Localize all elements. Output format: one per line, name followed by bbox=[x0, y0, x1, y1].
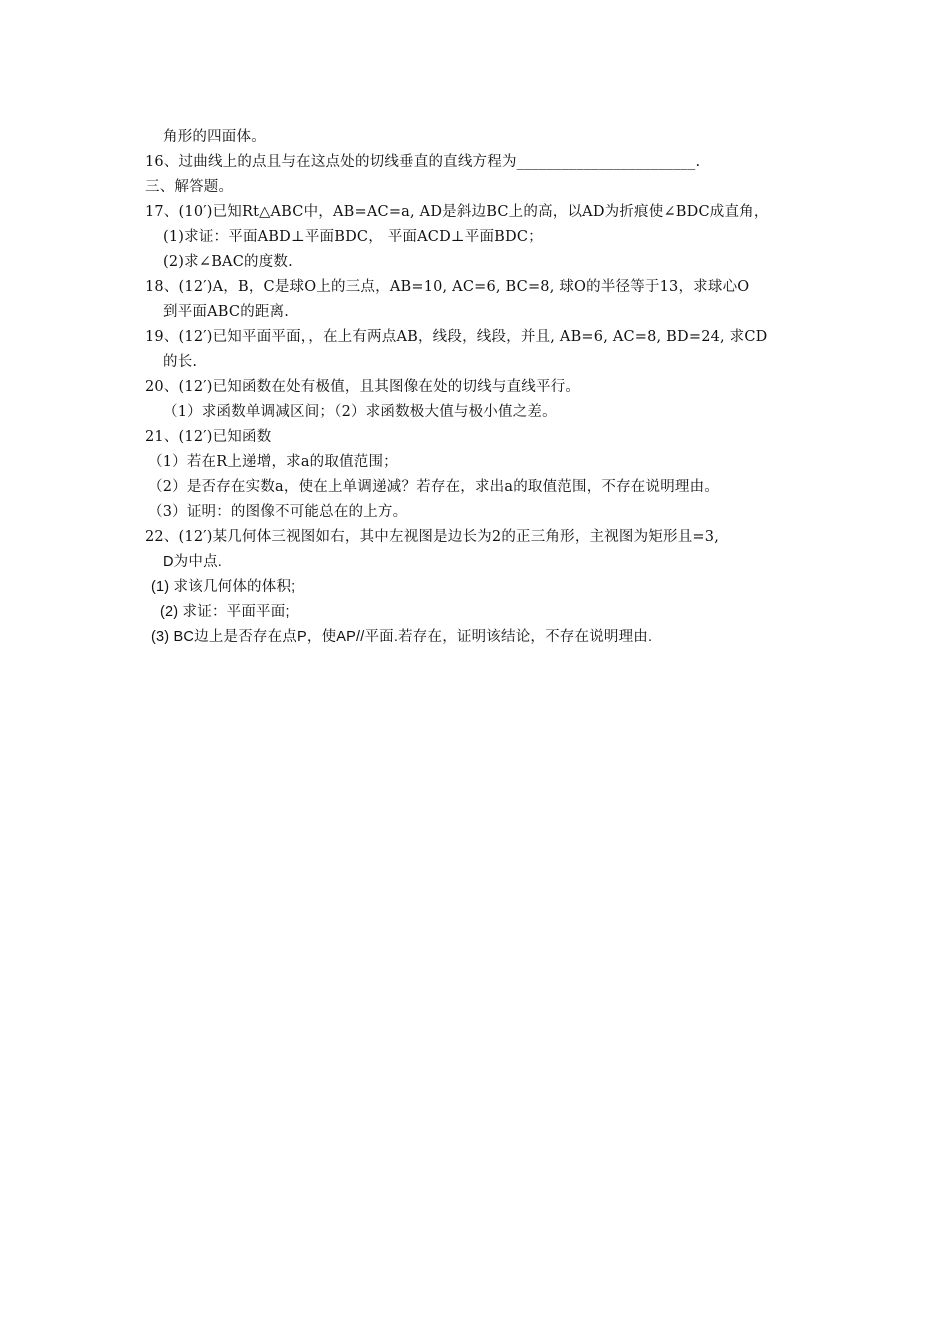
text-line-q17-part1: (1)求证：平面ABD⊥平面BDC， 平面ACD⊥平面BDC； bbox=[163, 229, 543, 245]
text-line-q19: 19、(12′)已知平面平面，，在上有两点AB，线段，线段，并且, AB=6, AC=8, BD=24, 求CD bbox=[145, 329, 768, 345]
text-line-q18-cont: 到平面ABC的距离. bbox=[163, 304, 290, 320]
text-line-q21-part3: （3）证明：的图像不可能总在的上方。 bbox=[148, 504, 408, 520]
text-line-q22-part1: (1) 求该几何体的体积; bbox=[151, 579, 296, 595]
text-line-q22-part2: (2) 求证：平面平面; bbox=[160, 604, 290, 620]
text-line-q18: 18、(12′)A，B，C是球O上的三点，AB=10, AC=6, BC=8, 球O的半径等于13，求球心O bbox=[145, 279, 750, 295]
text-line-q17: 17、(10′)已知Rt△ABC中，AB=AC=a, AD是斜边BC上的高，以AD为折痕使∠BDC成直角， bbox=[145, 204, 769, 220]
text-line-q20-parts: （1）求函数单调减区间；（2）求函数极大值与极小值之差。 bbox=[163, 404, 557, 420]
text-line-q17-part2: (2)求∠BAC的度数. bbox=[163, 254, 293, 270]
text-line-q22-cont: D为中点. bbox=[163, 554, 222, 570]
text-line-q22: 22、(12′)某几何体三视图如右，其中左视图是边长为2的正三角形，主视图为矩形且=3, bbox=[145, 529, 720, 545]
text-line-q15-end: 角形的四面体。 bbox=[163, 129, 266, 145]
section-heading: 三、解答题。 bbox=[145, 179, 234, 195]
text-line-q21: 21、(12′)已知函数 bbox=[145, 429, 272, 445]
text-line-q21-part2: （2）是否存在实数a，使在上单调递减？若存在，求出a的取值范围，不存在说明理由。 bbox=[148, 479, 720, 495]
text-line-q16: 16、过曲线上的点且与在这点处的切线垂直的直线方程为________________________. bbox=[145, 154, 701, 170]
text-line-q19-cont: 的长. bbox=[163, 354, 198, 370]
text-line-q21-part1: （1）若在R上递增，求a的取值范围； bbox=[148, 454, 398, 470]
text-line-q22-part3: (3) BC边上是否存在点P，使AP//平面.若存在，证明该结论，不存在说明理由. bbox=[151, 629, 653, 645]
text-line-q20: 20、(12′)已知函数在处有极值，且其图像在处的切线与直线平行。 bbox=[145, 379, 581, 395]
